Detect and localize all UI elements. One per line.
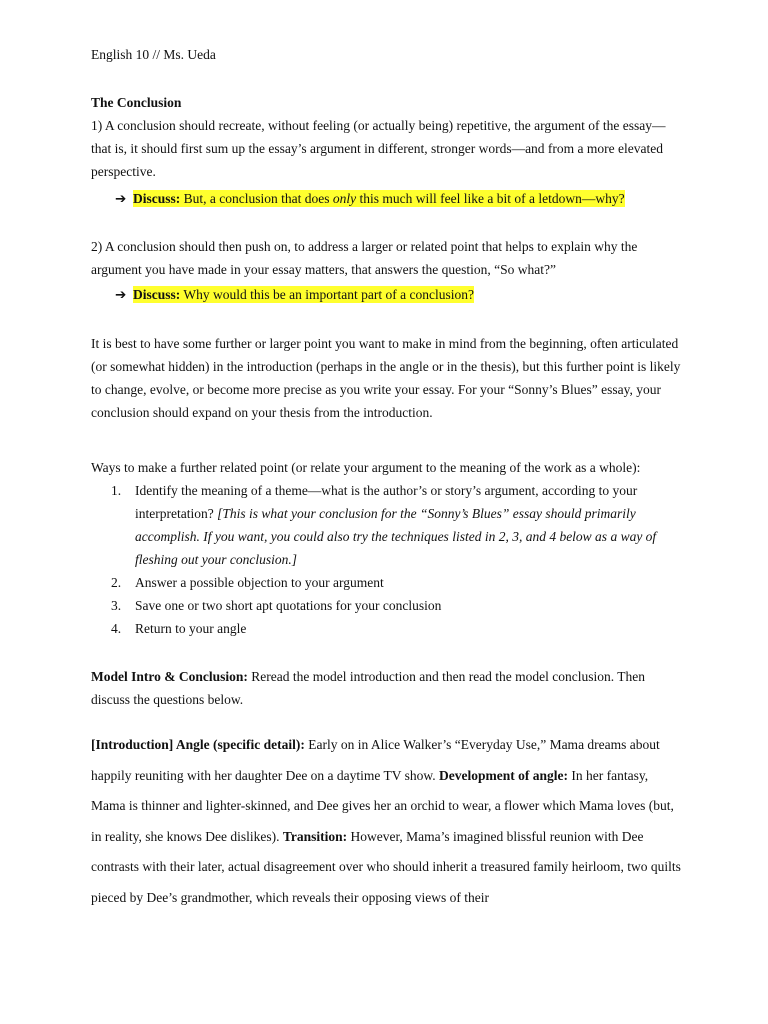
angle-text: Early on in Alice Walker’s “Everyday Use,” Mama dreams about happily reuniting with her daughter Dee on a daytime TV show. [91, 737, 660, 783]
ways-intro: Ways to make a further related point (or relate your argument to the meaning of the work as a whole): [91, 460, 641, 475]
model-text: Reread the model introduction and then read the model conclusion. Then discuss the questions below. [91, 669, 646, 707]
list-number: 1. [111, 483, 122, 498]
list-number: 4. [111, 621, 122, 636]
list-number: 3. [111, 598, 122, 613]
arrow-right-icon: ➔ [115, 191, 127, 206]
discuss-2 [115, 285, 474, 305]
model-instructions [91, 665, 681, 711]
section-title: The Conclusion [91, 95, 182, 110]
list-item-text: Save one or two short apt quotations for your conclusion [135, 598, 442, 613]
discuss-1-label: Discuss: [133, 191, 181, 206]
discuss-2-highlight [133, 286, 474, 303]
discuss-2-label: Discuss: [133, 287, 181, 302]
list-number: 2. [111, 575, 122, 590]
course-header: English 10 // Ms. Ueda [91, 47, 216, 62]
list-item [111, 479, 681, 571]
transition-text: However, Mama’s imagined blissful reunion with Dee contrasts with their later, actual disagreement over who should inherit a treasured family heirloom, two quilts pieced by Dee’s grandmother, which reveals their opposing views of their [91, 828, 681, 905]
body-paragraph: It is best to have some further or larger point you want to make in mind from the beginning, often articulated (or somewhat hidden) in the introduction (perhaps in the angle or in the thesis), but this further point is likely to change, evolve, or become more precise as you write your essay. For your “Sonny’s Blues” essay, your conclusion should expand on your thesis from the introduction. [91, 336, 681, 420]
angle-label: [Introduction] Angle (specific detail): [91, 737, 305, 752]
ways-list [111, 479, 681, 640]
transition-label: Transition: [282, 828, 348, 844]
list-item-text: Answer a possible objection to your argument [135, 575, 384, 590]
point-1: 1) A conclusion should recreate, without feeling (or actually being) repetitive, the argument of the essay—that is, it should first sum up the essay’s argument in different, stronger words—and from a more elevated perspective. [91, 118, 666, 179]
discuss-1-text-before: But, a conclusion that does [180, 191, 333, 206]
development-text: In her fantasy, Mama is thinner and lighter-skinned, and Dee gives her an orchid to wear, a flower which Mama loves (but, in reality, she knows Dee dislikes). [91, 767, 674, 844]
list-item [111, 571, 681, 594]
discuss-1-highlight [133, 190, 625, 207]
development-label: Development of angle: [439, 767, 569, 783]
model-introduction [91, 730, 681, 913]
discuss-1-text-after: this much will feel like a bit of a letdown—why? [356, 191, 625, 206]
discuss-1 [115, 189, 625, 209]
section-intro [91, 91, 681, 183]
list-item [111, 594, 681, 617]
point-2: 2) A conclusion should then push on, to address a larger or related point that helps to explain why the argument you have made in your essay matters, that answers the question, “So what?” [91, 239, 638, 277]
list-item-text: Return to your angle [135, 621, 247, 636]
arrow-right-icon: ➔ [115, 287, 127, 302]
list-item-note: [This is what your conclusion for the “Sonny’s Blues” essay should primarily accomplish. If you want, you could also try the techniques listed in 2, 3, and 4 below as a way of fleshing out your conclusion.] [135, 506, 657, 567]
discuss-2-text: Why would this be an important part of a conclusion? [180, 287, 474, 302]
list-item-text: Identify the meaning of a theme—what is the author’s or story’s argument, according to your interpretation? [135, 483, 638, 521]
discuss-1-emphasis: only [332, 191, 357, 206]
list-item [111, 617, 681, 640]
model-label: Model Intro & Conclusion: [91, 669, 248, 684]
